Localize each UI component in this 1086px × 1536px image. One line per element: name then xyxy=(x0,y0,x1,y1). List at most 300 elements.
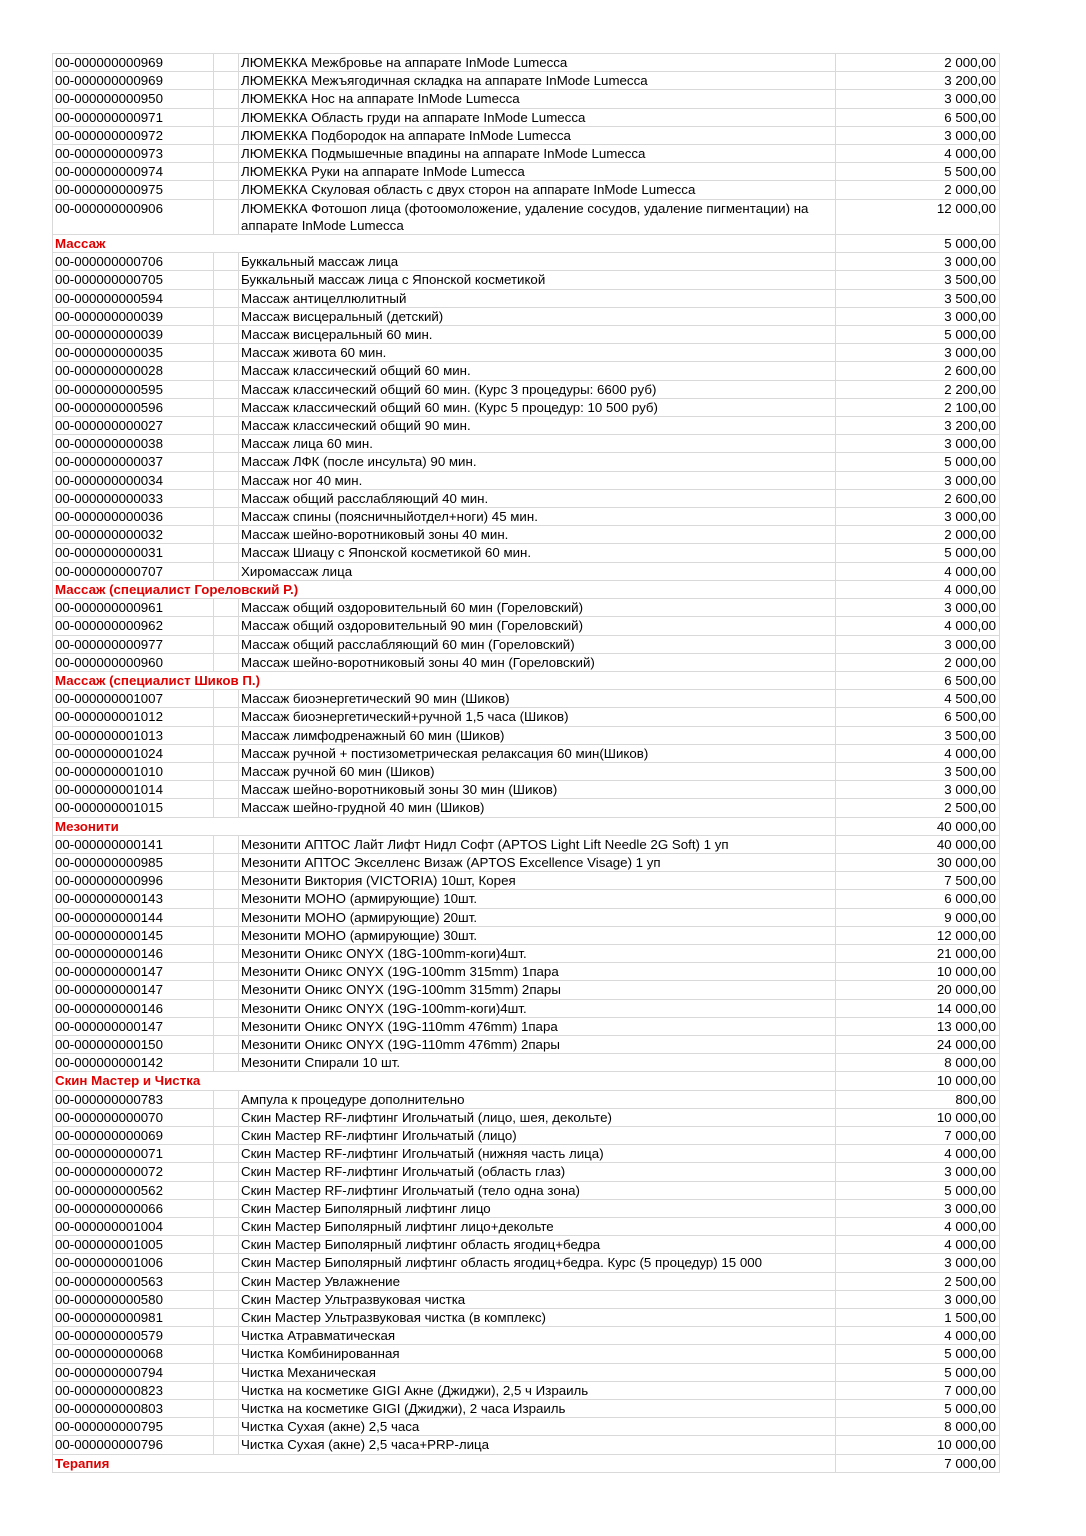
table-row xyxy=(53,471,1000,489)
item-name: Скин Мастер Ультразвуковая чистка xyxy=(239,1290,836,1308)
table-row xyxy=(53,362,1000,380)
item-code: 00-000000000032 xyxy=(53,526,214,544)
table-row xyxy=(53,981,1000,999)
item-name: Массаж антицеллюлитный xyxy=(239,289,836,307)
item-price: 2 000,00 xyxy=(836,181,1000,199)
table-row xyxy=(53,163,1000,181)
table-row xyxy=(53,635,1000,653)
table-row xyxy=(53,380,1000,398)
item-name: Массаж общий расслабляющий 40 мин. xyxy=(239,489,836,507)
item-code: 00-000000000038 xyxy=(53,435,214,453)
table-row xyxy=(53,253,1000,271)
spacer-cell xyxy=(214,617,239,635)
item-price: 20 000,00 xyxy=(836,981,1000,999)
spacer-cell xyxy=(214,963,239,981)
table-row xyxy=(53,799,1000,817)
item-code: 00-000000000143 xyxy=(53,890,214,908)
spacer-cell xyxy=(214,362,239,380)
item-price: 5 000,00 xyxy=(836,1345,1000,1363)
item-price: 7 000,00 xyxy=(836,1381,1000,1399)
item-price: 5 000,00 xyxy=(836,1181,1000,1199)
category-name: Массаж (специалист Шиков П.) xyxy=(53,671,836,689)
table-row xyxy=(53,653,1000,671)
spacer-cell xyxy=(214,489,239,507)
item-price: 3 000,00 xyxy=(836,1163,1000,1181)
item-code: 00-000000000142 xyxy=(53,1054,214,1072)
item-code: 00-000000000823 xyxy=(53,1381,214,1399)
item-name: Скин Мастер RF-лифтинг Игольчатый (область глаз) xyxy=(239,1163,836,1181)
item-name: Мезонити Оникс ONYX (19G-110mm 476mm) 1пара xyxy=(239,1017,836,1035)
item-price: 3 500,00 xyxy=(836,289,1000,307)
table-row xyxy=(53,562,1000,580)
item-price: 4 500,00 xyxy=(836,690,1000,708)
item-code: 00-000000000962 xyxy=(53,617,214,635)
item-name: Массаж биоэнергетический+ручной 1,5 часа (Шиков) xyxy=(239,708,836,726)
spacer-cell xyxy=(214,344,239,362)
spacer-cell xyxy=(214,1327,239,1345)
table-row xyxy=(53,872,1000,890)
spacer-cell xyxy=(214,744,239,762)
item-name: Мезонити Оникс ONYX (19G-100mm 315mm) 2пары xyxy=(239,981,836,999)
table-row xyxy=(53,926,1000,944)
table-row xyxy=(53,1272,1000,1290)
item-code: 00-000000000036 xyxy=(53,508,214,526)
item-name: ЛЮМЕККА Межъягодичная складка на аппарате InMode Lumecca xyxy=(239,72,836,90)
item-name: ЛЮМЕККА Подмышечные впадины на аппарате InMode Lumecca xyxy=(239,145,836,163)
spacer-cell xyxy=(214,1418,239,1436)
item-name: Массаж ручной + постизометрическая релаксация 60 мин(Шиков) xyxy=(239,744,836,762)
item-price: 800,00 xyxy=(836,1090,1000,1108)
item-code: 00-000000000147 xyxy=(53,963,214,981)
item-code: 00-000000000796 xyxy=(53,1436,214,1454)
spacer-cell xyxy=(214,1290,239,1308)
spacer-cell xyxy=(214,1145,239,1163)
spacer-cell xyxy=(214,1054,239,1072)
item-name: Чистка Атравматическая xyxy=(239,1327,836,1345)
category-name: Мезонити xyxy=(53,817,836,835)
spacer-cell xyxy=(214,944,239,962)
spacer-cell xyxy=(214,417,239,435)
table-row xyxy=(53,890,1000,908)
item-code: 00-000000001006 xyxy=(53,1254,214,1272)
item-code: 00-000000000705 xyxy=(53,271,214,289)
item-name: Скин Мастер Биполярный лифтинг лицо+декольте xyxy=(239,1218,836,1236)
table-row xyxy=(53,1090,1000,1108)
table-row xyxy=(53,744,1000,762)
item-name: Чистка Сухая (акне) 2,5 часа+PRP-лица xyxy=(239,1436,836,1454)
item-price: 6 000,00 xyxy=(836,890,1000,908)
item-code: 00-000000000977 xyxy=(53,635,214,653)
item-price: 2 000,00 xyxy=(836,526,1000,544)
table-row xyxy=(53,1436,1000,1454)
item-code: 00-000000000031 xyxy=(53,544,214,562)
item-price: 6 500,00 xyxy=(836,108,1000,126)
category-price: 5 000,00 xyxy=(836,235,1000,253)
item-price: 8 000,00 xyxy=(836,1418,1000,1436)
item-code: 00-000000000039 xyxy=(53,307,214,325)
spacer-cell xyxy=(214,163,239,181)
item-code: 00-000000000960 xyxy=(53,653,214,671)
spacer-cell xyxy=(214,890,239,908)
table-row xyxy=(53,908,1000,926)
spacer-cell xyxy=(214,1017,239,1035)
item-code: 00-000000000794 xyxy=(53,1363,214,1381)
item-code: 00-000000000563 xyxy=(53,1272,214,1290)
spacer-cell xyxy=(214,90,239,108)
item-code: 00-000000000141 xyxy=(53,835,214,853)
spacer-cell xyxy=(214,145,239,163)
item-name: Массаж общий оздоровительный 60 мин (Гореловский) xyxy=(239,599,836,617)
spacer-cell xyxy=(214,1108,239,1126)
item-code: 00-000000000071 xyxy=(53,1145,214,1163)
item-price: 3 000,00 xyxy=(836,307,1000,325)
category-row xyxy=(53,235,1000,253)
table-row xyxy=(53,199,1000,234)
item-name: Скин Мастер RF-лифтинг Игольчатый (лицо) xyxy=(239,1126,836,1144)
item-name: Массаж шейно-воротниковый зоны 40 мин. xyxy=(239,526,836,544)
item-name: ЛЮМЕККА Межбровье на аппарате InMode Lumecca xyxy=(239,54,836,72)
table-row xyxy=(53,544,1000,562)
table-row xyxy=(53,126,1000,144)
table-row xyxy=(53,1309,1000,1327)
item-name: Массаж классический общий 60 мин. xyxy=(239,362,836,380)
item-price: 2 200,00 xyxy=(836,380,1000,398)
item-price: 3 000,00 xyxy=(836,1254,1000,1272)
item-name: Скин Мастер Биполярный лифтинг область ягодиц+бедра. Курс (5 процедур) 15 000 xyxy=(239,1254,836,1272)
category-row xyxy=(53,817,1000,835)
item-code: 00-000000000146 xyxy=(53,999,214,1017)
item-code: 00-000000000950 xyxy=(53,90,214,108)
spacer-cell xyxy=(214,999,239,1017)
item-price: 5 500,00 xyxy=(836,163,1000,181)
item-code: 00-000000001014 xyxy=(53,781,214,799)
item-name: Скин Мастер Ультразвуковая чистка (в комплекс) xyxy=(239,1309,836,1327)
spacer-cell xyxy=(214,1199,239,1217)
item-name: Скин Мастер Увлажнение xyxy=(239,1272,836,1290)
item-code: 00-000000000985 xyxy=(53,853,214,871)
spacer-cell xyxy=(214,289,239,307)
spacer-cell xyxy=(214,453,239,471)
item-name: Чистка на косметике GIGI Акне (Джиджи), 2,5 ч Израиль xyxy=(239,1381,836,1399)
spacer-cell xyxy=(214,54,239,72)
spacer-cell xyxy=(214,1126,239,1144)
category-price: 40 000,00 xyxy=(836,817,1000,835)
item-name: ЛЮМЕККА Фотошоп лица (фотоомоложение, удаление сосудов, удаление пигментации) на аппарате InMode Lumecca xyxy=(239,199,836,234)
item-code: 00-000000000150 xyxy=(53,1035,214,1053)
item-name: Мезонити АПТОС Экселленс Визаж (APTOS Excellence Visage) 1 уп xyxy=(239,853,836,871)
table-row xyxy=(53,690,1000,708)
item-price: 2 500,00 xyxy=(836,1272,1000,1290)
item-name: Массаж ручной 60 мин (Шиков) xyxy=(239,762,836,780)
item-name: Массаж живота 60 мин. xyxy=(239,344,836,362)
table-row xyxy=(53,1345,1000,1363)
spacer-cell xyxy=(214,271,239,289)
category-name: Массаж (специалист Гореловский Р.) xyxy=(53,580,836,598)
spacer-cell xyxy=(214,799,239,817)
category-price: 6 500,00 xyxy=(836,671,1000,689)
table-row xyxy=(53,599,1000,617)
item-name: ЛЮМЕККА Руки на аппарате InMode Lumecca xyxy=(239,163,836,181)
table-row xyxy=(53,435,1000,453)
category-row xyxy=(53,1072,1000,1090)
item-price: 2 100,00 xyxy=(836,398,1000,416)
item-price: 4 000,00 xyxy=(836,1327,1000,1345)
item-name: Буккальный массаж лица с Японской косметикой xyxy=(239,271,836,289)
table-row xyxy=(53,1400,1000,1418)
item-price: 5 000,00 xyxy=(836,1400,1000,1418)
spacer-cell xyxy=(214,72,239,90)
spacer-cell xyxy=(214,1400,239,1418)
item-name: Мезонити Спирали 10 шт. xyxy=(239,1054,836,1072)
item-code: 00-000000000144 xyxy=(53,908,214,926)
item-price: 3 500,00 xyxy=(836,762,1000,780)
item-price: 4 000,00 xyxy=(836,617,1000,635)
item-price: 2 500,00 xyxy=(836,799,1000,817)
table-row xyxy=(53,1218,1000,1236)
spacer-cell xyxy=(214,307,239,325)
item-price: 5 000,00 xyxy=(836,453,1000,471)
item-code: 00-000000000975 xyxy=(53,181,214,199)
spacer-cell xyxy=(214,181,239,199)
spacer-cell xyxy=(214,544,239,562)
table-row xyxy=(53,1126,1000,1144)
table-row xyxy=(53,90,1000,108)
item-name: ЛЮМЕККА Область груди на аппарате InMode Lumecca xyxy=(239,108,836,126)
item-price: 4 000,00 xyxy=(836,145,1000,163)
item-price: 4 000,00 xyxy=(836,562,1000,580)
item-code: 00-000000001013 xyxy=(53,726,214,744)
table-row xyxy=(53,1327,1000,1345)
table-row xyxy=(53,108,1000,126)
table-row xyxy=(53,417,1000,435)
item-code: 00-000000000072 xyxy=(53,1163,214,1181)
spacer-cell xyxy=(214,1345,239,1363)
spacer-cell xyxy=(214,635,239,653)
table-row xyxy=(53,1035,1000,1053)
item-name: Массаж шейно-воротниковый зоны 40 мин (Гореловский) xyxy=(239,653,836,671)
item-name: Мезонити АПТОС Лайт Лифт Нидл Софт (APTOS Light Lift Needle 2G Soft) 1 уп xyxy=(239,835,836,853)
item-name: Массаж классический общий 90 мин. xyxy=(239,417,836,435)
table-row xyxy=(53,999,1000,1017)
item-code: 00-000000000981 xyxy=(53,1309,214,1327)
item-price: 8 000,00 xyxy=(836,1054,1000,1072)
table-row xyxy=(53,1254,1000,1272)
item-code: 00-000000000034 xyxy=(53,471,214,489)
item-price: 2 000,00 xyxy=(836,653,1000,671)
item-code: 00-000000000035 xyxy=(53,344,214,362)
item-name: Мезонити Оникс ONYX (19G-110mm 476mm) 2пары xyxy=(239,1035,836,1053)
category-row xyxy=(53,671,1000,689)
item-price: 3 000,00 xyxy=(836,635,1000,653)
spacer-cell xyxy=(214,471,239,489)
item-code: 00-000000000147 xyxy=(53,1017,214,1035)
price-table-body xyxy=(53,54,1000,1473)
table-row xyxy=(53,145,1000,163)
spacer-cell xyxy=(214,872,239,890)
item-price: 10 000,00 xyxy=(836,1108,1000,1126)
category-price: 4 000,00 xyxy=(836,580,1000,598)
spacer-cell xyxy=(214,926,239,944)
item-price: 4 000,00 xyxy=(836,1236,1000,1254)
item-code: 00-000000000580 xyxy=(53,1290,214,1308)
item-name: Скин Мастер Биполярный лифтинг лицо xyxy=(239,1199,836,1217)
item-name: Массаж общий оздоровительный 90 мин (Гореловский) xyxy=(239,617,836,635)
spacer-cell xyxy=(214,853,239,871)
item-price: 12 000,00 xyxy=(836,199,1000,234)
item-code: 00-000000000069 xyxy=(53,1126,214,1144)
spacer-cell xyxy=(214,1218,239,1236)
item-price: 3 000,00 xyxy=(836,344,1000,362)
spacer-cell xyxy=(214,108,239,126)
item-price: 30 000,00 xyxy=(836,853,1000,871)
category-row xyxy=(53,580,1000,598)
table-row xyxy=(53,726,1000,744)
item-code: 00-000000000906 xyxy=(53,199,214,234)
item-name: Массаж ЛФК (после инсульта) 90 мин. xyxy=(239,453,836,471)
price-list-sheet xyxy=(52,53,999,1473)
item-name: Массаж Шиацу с Японской косметикой 60 мин. xyxy=(239,544,836,562)
item-code: 00-000000001005 xyxy=(53,1236,214,1254)
category-name: Скин Мастер и Чистка xyxy=(53,1072,836,1090)
item-code: 00-000000000039 xyxy=(53,326,214,344)
item-code: 00-000000000033 xyxy=(53,489,214,507)
item-name: Массаж висцеральный 60 мин. xyxy=(239,326,836,344)
item-code: 00-000000000971 xyxy=(53,108,214,126)
item-name: Массаж лица 60 мин. xyxy=(239,435,836,453)
table-row xyxy=(53,781,1000,799)
item-price: 21 000,00 xyxy=(836,944,1000,962)
item-code: 00-000000000783 xyxy=(53,1090,214,1108)
item-code: 00-000000000579 xyxy=(53,1327,214,1345)
item-code: 00-000000000562 xyxy=(53,1181,214,1199)
item-code: 00-000000000973 xyxy=(53,145,214,163)
category-name: Терапия xyxy=(53,1454,836,1472)
item-code: 00-000000000996 xyxy=(53,872,214,890)
item-name: ЛЮМЕККА Нос на аппарате InMode Lumecca xyxy=(239,90,836,108)
item-price: 5 000,00 xyxy=(836,326,1000,344)
spacer-cell xyxy=(214,562,239,580)
category-row xyxy=(53,1454,1000,1472)
item-code: 00-000000000147 xyxy=(53,981,214,999)
item-price: 7 000,00 xyxy=(836,1126,1000,1144)
item-name: Чистка на косметике GIGI (Джиджи), 2 часа Израиль xyxy=(239,1400,836,1418)
table-row xyxy=(53,489,1000,507)
spacer-cell xyxy=(214,380,239,398)
spacer-cell xyxy=(214,835,239,853)
item-name: Скин Мастер RF-лифтинг Игольчатый (нижняя часть лица) xyxy=(239,1145,836,1163)
table-row xyxy=(53,344,1000,362)
table-row xyxy=(53,617,1000,635)
item-price: 40 000,00 xyxy=(836,835,1000,853)
spacer-cell xyxy=(214,1236,239,1254)
item-name: Массаж биоэнергетический 90 мин (Шиков) xyxy=(239,690,836,708)
table-row xyxy=(53,1381,1000,1399)
item-code: 00-000000001004 xyxy=(53,1218,214,1236)
item-price: 10 000,00 xyxy=(836,963,1000,981)
item-code: 00-000000001015 xyxy=(53,799,214,817)
spacer-cell xyxy=(214,1436,239,1454)
item-name: Массаж общий расслабляющий 60 мин (Гореловский) xyxy=(239,635,836,653)
item-price: 10 000,00 xyxy=(836,1436,1000,1454)
spacer-cell xyxy=(214,781,239,799)
table-row xyxy=(53,1199,1000,1217)
item-price: 3 000,00 xyxy=(836,1290,1000,1308)
spacer-cell xyxy=(214,508,239,526)
item-code: 00-000000000972 xyxy=(53,126,214,144)
spacer-cell xyxy=(214,981,239,999)
item-code: 00-000000000068 xyxy=(53,1345,214,1363)
table-row xyxy=(53,289,1000,307)
item-name: Мезонити Виктория (VICTORIA) 10шт, Корея xyxy=(239,872,836,890)
item-code: 00-000000000707 xyxy=(53,562,214,580)
table-row xyxy=(53,526,1000,544)
table-row xyxy=(53,1145,1000,1163)
item-code: 00-000000000037 xyxy=(53,453,214,471)
item-price: 3 500,00 xyxy=(836,726,1000,744)
table-row xyxy=(53,963,1000,981)
item-name: Скин Мастер Биполярный лифтинг область ягодиц+бедра xyxy=(239,1236,836,1254)
item-name: Чистка Комбинированная xyxy=(239,1345,836,1363)
spacer-cell xyxy=(214,1272,239,1290)
item-price: 3 500,00 xyxy=(836,271,1000,289)
item-name: Ампула к процедуре дополнительно xyxy=(239,1090,836,1108)
spacer-cell xyxy=(214,908,239,926)
table-row xyxy=(53,326,1000,344)
item-price: 24 000,00 xyxy=(836,1035,1000,1053)
item-price: 2 600,00 xyxy=(836,489,1000,507)
item-name: Мезонити МОНО (армирующие) 10шт. xyxy=(239,890,836,908)
spacer-cell xyxy=(214,690,239,708)
item-code: 00-000000000803 xyxy=(53,1400,214,1418)
item-code: 00-000000000596 xyxy=(53,398,214,416)
item-name: Массаж лимфодренажный 60 мин (Шиков) xyxy=(239,726,836,744)
item-name: Чистка Сухая (акне) 2,5 часа xyxy=(239,1418,836,1436)
spacer-cell xyxy=(214,1090,239,1108)
item-name: Массаж ног 40 мин. xyxy=(239,471,836,489)
item-name: Массаж классический общий 60 мин. (Курс 5 процедур: 10 500 руб) xyxy=(239,398,836,416)
item-name: Мезонити МОНО (армирующие) 20шт. xyxy=(239,908,836,926)
item-name: Массаж шейно-воротниковый зоны 30 мин (Шиков) xyxy=(239,781,836,799)
item-price: 2 600,00 xyxy=(836,362,1000,380)
item-name: Массаж спины (поясничныйотдел+ноги) 45 мин. xyxy=(239,508,836,526)
item-name: Буккальный массаж лица xyxy=(239,253,836,271)
item-code: 00-000000000070 xyxy=(53,1108,214,1126)
spacer-cell xyxy=(214,708,239,726)
table-row xyxy=(53,508,1000,526)
item-name: ЛЮМЕККА Подбородок на аппарате InMode Lumecca xyxy=(239,126,836,144)
spacer-cell xyxy=(214,326,239,344)
item-code: 00-000000000595 xyxy=(53,380,214,398)
item-price: 7 500,00 xyxy=(836,872,1000,890)
table-row xyxy=(53,708,1000,726)
table-row xyxy=(53,54,1000,72)
spacer-cell xyxy=(214,526,239,544)
spacer-cell xyxy=(214,1181,239,1199)
spacer-cell xyxy=(214,1363,239,1381)
item-code: 00-000000000706 xyxy=(53,253,214,271)
item-code: 00-000000000028 xyxy=(53,362,214,380)
item-price: 12 000,00 xyxy=(836,926,1000,944)
table-row xyxy=(53,1290,1000,1308)
item-name: Мезонити Оникс ONYX (19G-100mm-коги)4шт. xyxy=(239,999,836,1017)
item-price: 3 000,00 xyxy=(836,508,1000,526)
item-code: 00-000000000795 xyxy=(53,1418,214,1436)
spacer-cell xyxy=(214,1035,239,1053)
item-price: 3 000,00 xyxy=(836,126,1000,144)
item-name: Массаж классический общий 60 мин. (Курс 3 процедуры: 6600 руб) xyxy=(239,380,836,398)
item-price: 6 500,00 xyxy=(836,708,1000,726)
table-row xyxy=(53,1181,1000,1199)
